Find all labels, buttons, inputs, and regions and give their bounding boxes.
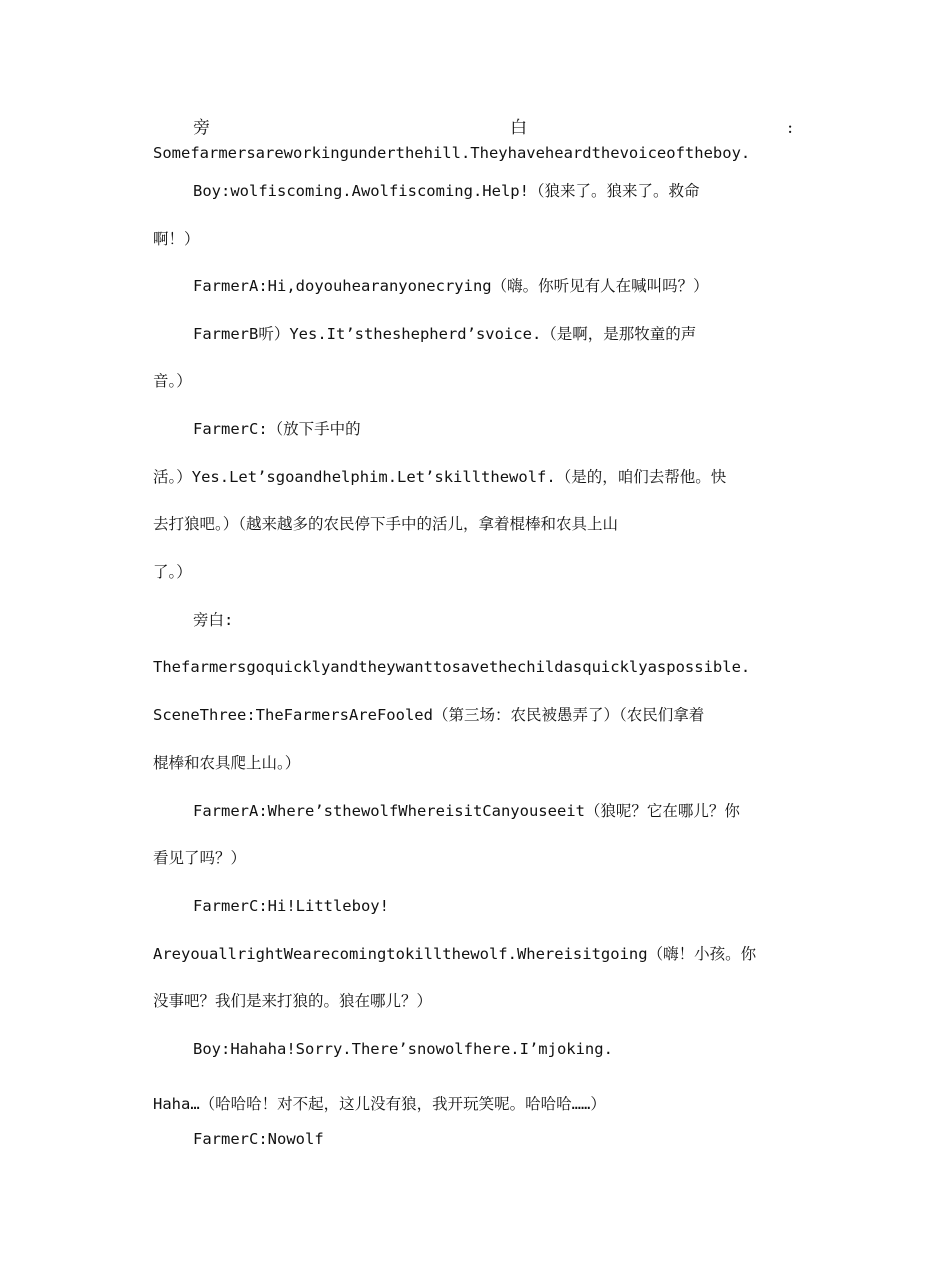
dialogue-farmer-a-2-cont: 看见了吗？） (153, 849, 247, 867)
narrator-char-1: 旁 (193, 118, 210, 138)
scene-three-heading: SceneThree:TheFarmersAreFooled（第三场：农民被愚弄了）（农民们拿着 (153, 706, 705, 724)
dialogue-farmer-a-2: FarmerA:Where’sthewolfWhereisitCanyouseeit（狼呢？它在哪儿？你 (193, 802, 740, 820)
dialogue-farmer-c-3: FarmerC:Nowolf (193, 1130, 324, 1148)
dialogue-farmer-c-2: FarmerC:Hi!Littleboy! (193, 897, 389, 915)
scene-three-direction: 棍棒和农具爬上山。） (153, 754, 301, 772)
narrator-heading-spread (153, 117, 793, 139)
narration-2: Thefarmersgoquicklyandtheywanttosavethechildasquicklyaspossible. (153, 658, 751, 676)
dialogue-farmer-c-1-cont: 活。）Yes.Let’sgoandhelphim.Let’skillthewolf.（是的，咱们去帮他。快 (153, 468, 727, 486)
dialogue-boy-2-cont: Haha…（哈哈哈！对不起，这儿没有狼，我开玩笑呢。哈哈哈……） (153, 1095, 606, 1113)
dialogue-farmer-a-1: FarmerA:Hi,doyouhearanyonecrying（嗨。你听见有人在喊叫吗？） (193, 277, 709, 295)
stage-direction-1: 去打狼吧。）（越来越多的农民停下手中的活儿，拿着棍棒和农具上山 (153, 515, 619, 533)
dialogue-farmer-c-1: FarmerC:（放下手中的 (193, 420, 361, 438)
dialogue-boy-1: Boy:wolfiscoming.Awolfiscoming.Help!（狼来了。狼来了。救命 (193, 182, 700, 200)
narrator-colon: : (787, 118, 793, 138)
dialogue-farmer-b: FarmerB听）Yes.It’stheshepherd’svoice.（是啊，是那牧童的声 (193, 325, 697, 343)
dialogue-boy-1-cont: 啊！） (153, 230, 200, 248)
dialogue-farmer-c-2-cont-2: 没事吧？我们是来打狼的。狼在哪儿？） (153, 992, 433, 1010)
narration-line: Somefarmersareworkingunderthehill.Theyhaveheardthevoiceoftheboy. (153, 144, 751, 162)
narrator-char-2: 白 (510, 118, 528, 138)
stage-direction-1-cont: 了。） (153, 563, 192, 581)
narrator-label: 旁白: (193, 611, 234, 629)
dialogue-farmer-c-2-cont: AreyouallrightWearecomingtokillthewolf.Whereisitgoing（嗨！小孩。你 (153, 945, 757, 963)
dialogue-farmer-b-cont: 音。） (153, 372, 192, 390)
dialogue-boy-2: Boy:Hahaha!Sorry.There’snowolfhere.I’mjoking. (193, 1040, 613, 1058)
